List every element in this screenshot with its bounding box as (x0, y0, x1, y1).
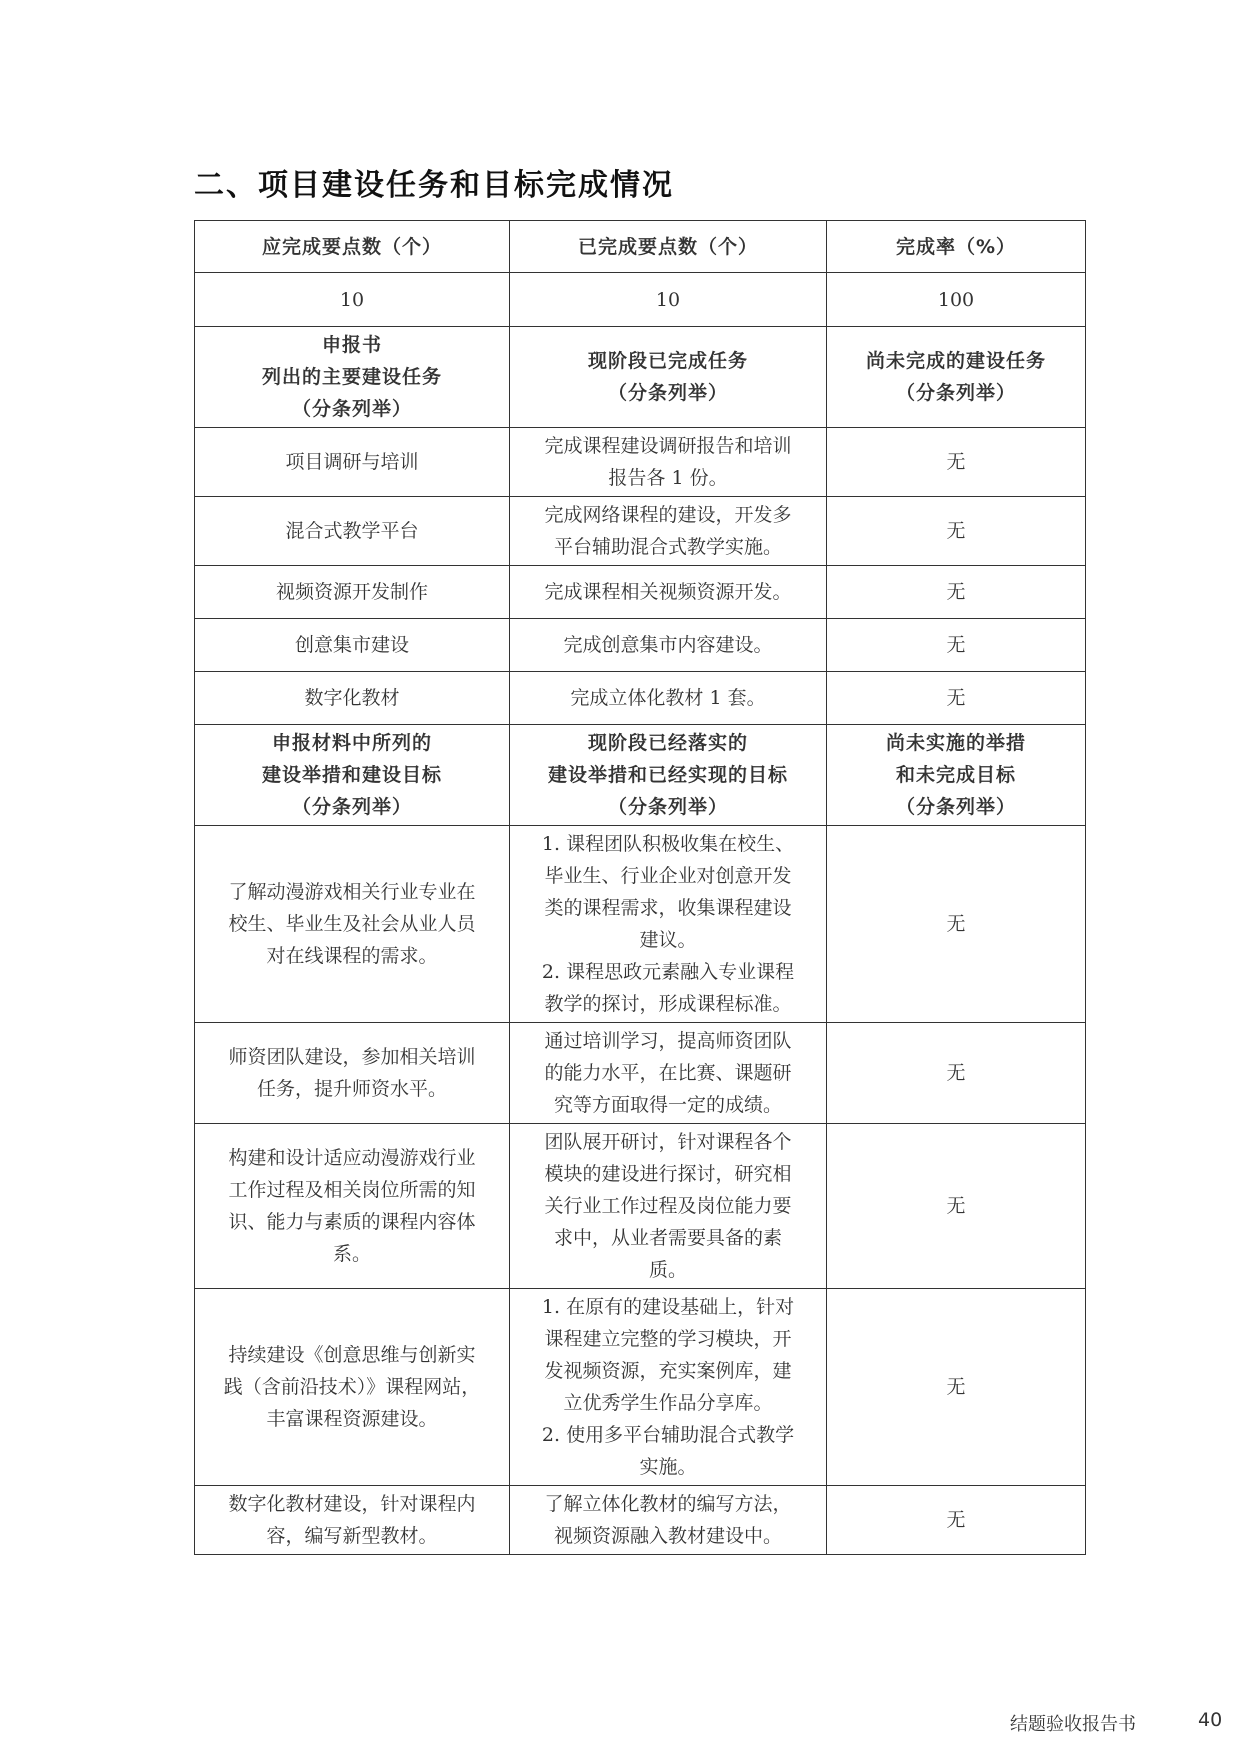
value-required-points: 10 (195, 273, 510, 327)
goal-pending: 无 (827, 1289, 1086, 1486)
task-pending: 无 (827, 566, 1086, 619)
footer-page-number: 40 (1198, 1709, 1223, 1731)
tasks-header-row (195, 327, 1086, 428)
goal-row (195, 1486, 1086, 1555)
goal-row (195, 826, 1086, 1023)
goal-pending: 无 (827, 826, 1086, 1023)
goal-achieved: 1. 课程团队积极收集在校生、 毕业生、行业企业对创意开发 类的课程需求，收集课程建设 建议。 2. 课程思政元素融入专业课程 教学的探讨，形成课程标准。 (510, 826, 827, 1023)
task-row (195, 672, 1086, 725)
task-pending: 无 (827, 497, 1086, 566)
goal-achieved: 1. 在原有的建设基础上，针对 课程建立完整的学习模块，开 发视频资源，充实案例库，建 立优秀学生作品分享库。 2. 使用多平台辅助混合式教学 实施。 (510, 1289, 827, 1486)
task-row (195, 497, 1086, 566)
goal-name: 持续建设《创意思维与创新实 践（含前沿技术）》课程网站， 丰富课程资源建设。 (195, 1289, 510, 1486)
section-title: 二、项目建设任务和目标完成情况 (194, 168, 674, 203)
goal-achieved: 团队展开研讨，针对课程各个 模块的建设进行探讨，研究相 关行业工作过程及岗位能力要 求中，从业者需要具备的素 质。 (510, 1124, 827, 1289)
header-completion-rate: 完成率（%） (827, 221, 1086, 273)
goals-header-row (195, 725, 1086, 826)
task-done: 完成课程相关视频资源开发。 (510, 566, 827, 619)
value-completion-rate: 100 (827, 273, 1086, 327)
header-pending-tasks: 尚未完成的建设任务 （分条列举） (827, 327, 1086, 428)
task-row (195, 619, 1086, 672)
task-pending: 无 (827, 428, 1086, 497)
header-planned-goals: 申报材料中所列的 建设举措和建设目标 （分条列举） (195, 725, 510, 826)
goal-pending: 无 (827, 1124, 1086, 1289)
task-done: 完成课程建设调研报告和培训 报告各 1 份。 (510, 428, 827, 497)
header-completed-points: 已完成要点数（个） (510, 221, 827, 273)
task-row (195, 428, 1086, 497)
header-pending-goals: 尚未实施的举措 和未完成目标 （分条列举） (827, 725, 1086, 826)
task-name: 视频资源开发制作 (195, 566, 510, 619)
value-completed-points: 10 (510, 273, 827, 327)
task-done: 完成立体化教材 1 套。 (510, 672, 827, 725)
goal-pending: 无 (827, 1023, 1086, 1124)
task-name: 混合式教学平台 (195, 497, 510, 566)
goal-achieved: 了解立体化教材的编写方法， 视频资源融入教材建设中。 (510, 1486, 827, 1555)
summary-value-row (195, 273, 1086, 327)
goal-row (195, 1023, 1086, 1124)
task-pending: 无 (827, 619, 1086, 672)
header-planned-tasks: 申报书 列出的主要建设任务 （分条列举） (195, 327, 510, 428)
task-name: 数字化教材 (195, 672, 510, 725)
task-pending: 无 (827, 672, 1086, 725)
completion-table (194, 220, 1086, 1555)
task-name: 项目调研与培训 (195, 428, 510, 497)
goal-name: 了解动漫游戏相关行业专业在 校生、毕业生及社会从业人员 对在线课程的需求。 (195, 826, 510, 1023)
header-required-points: 应完成要点数（个） (195, 221, 510, 273)
header-achieved-goals: 现阶段已经落实的 建设举措和已经实现的目标 （分条列举） (510, 725, 827, 826)
goal-name: 数字化教材建设，针对课程内 容，编写新型教材。 (195, 1486, 510, 1555)
header-completed-tasks: 现阶段已完成任务 （分条列举） (510, 327, 827, 428)
footer-report-title: 结题验收报告书 (1010, 1714, 1136, 1735)
task-name: 创意集市建设 (195, 619, 510, 672)
goal-achieved: 通过培训学习，提高师资团队 的能力水平，在比赛、课题研 究等方面取得一定的成绩。 (510, 1023, 827, 1124)
task-done: 完成网络课程的建设，开发多 平台辅助混合式教学实施。 (510, 497, 827, 566)
summary-header-row (195, 221, 1086, 273)
goal-name: 师资团队建设，参加相关培训 任务，提升师资水平。 (195, 1023, 510, 1124)
task-row (195, 566, 1086, 619)
goal-pending: 无 (827, 1486, 1086, 1555)
goal-name: 构建和设计适应动漫游戏行业 工作过程及相关岗位所需的知 识、能力与素质的课程内容体 系。 (195, 1124, 510, 1289)
goal-row (195, 1124, 1086, 1289)
task-done: 完成创意集市内容建设。 (510, 619, 827, 672)
goal-row (195, 1289, 1086, 1486)
